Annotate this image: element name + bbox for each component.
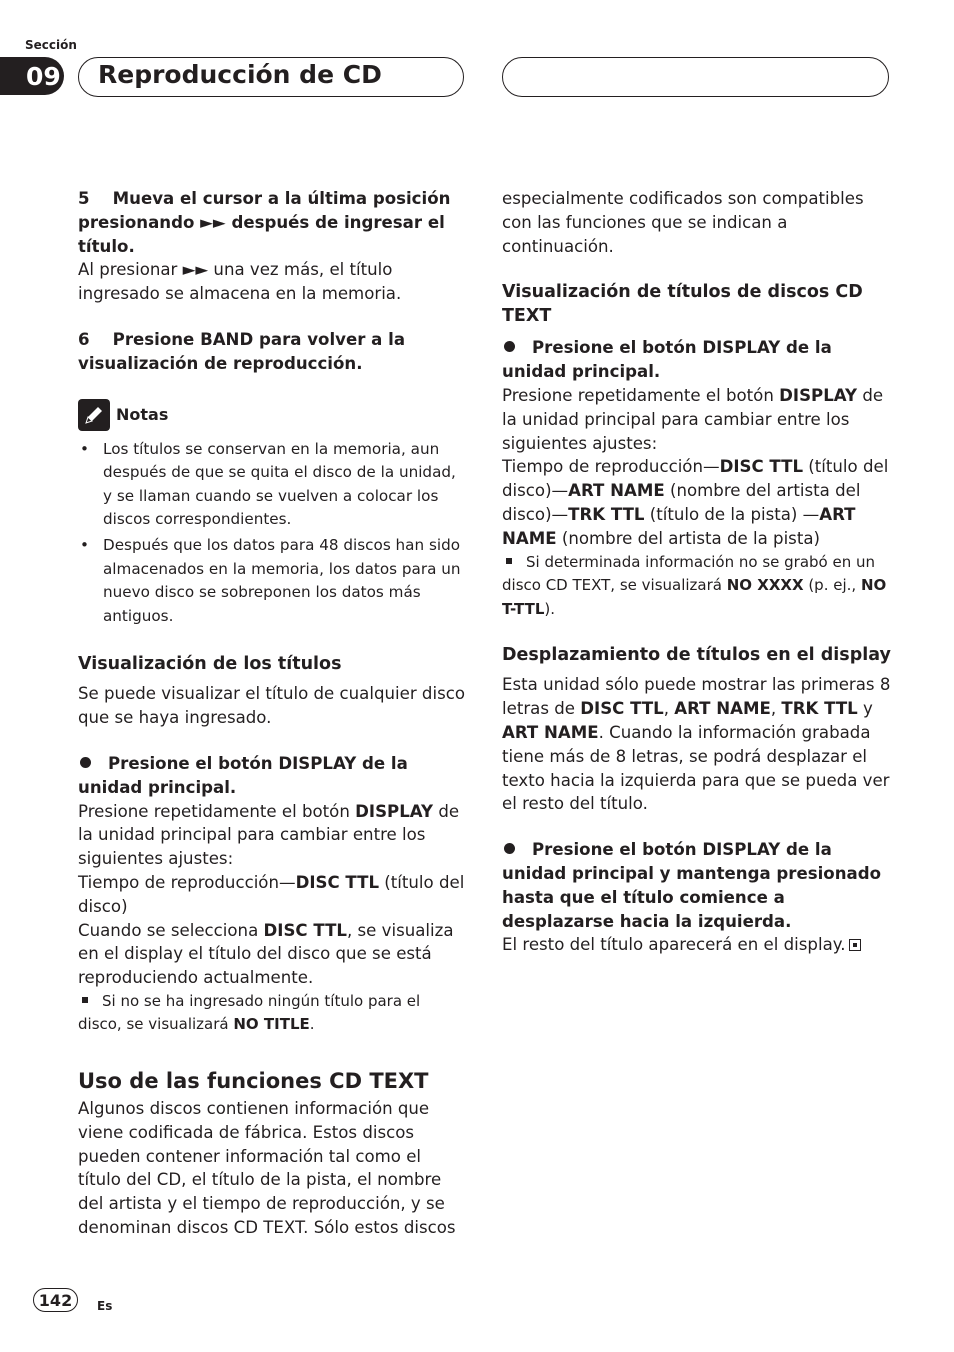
text: (nombre del artista de la pista) bbox=[556, 528, 820, 548]
text-bold: DISC TTL bbox=[580, 699, 664, 719]
text: de la unidad principal para cambiar entre los siguientes ajustes: bbox=[502, 385, 884, 453]
heading-cd-titles: Visualización de títulos de discos CD TEXT bbox=[502, 282, 863, 327]
text-bold: NO TITLE bbox=[233, 1015, 310, 1034]
bullet-square-icon bbox=[506, 558, 512, 564]
text: Tiempo de reproducción— bbox=[78, 872, 296, 892]
text: Presione repetidamente el botón bbox=[78, 801, 356, 821]
text-bold: TRK TTL bbox=[781, 699, 858, 719]
text-bold: DISC TTL bbox=[719, 457, 804, 477]
text: , bbox=[770, 699, 782, 719]
bullet-dot-icon bbox=[504, 341, 515, 352]
text: . Cuando la información grabada tiene más de 8 letras, se podrá desplazar el texto hacia la izquierda para que se pueda ver el resto del título. bbox=[502, 722, 890, 814]
header-right-frame bbox=[502, 57, 889, 97]
section-label: Sección bbox=[25, 38, 77, 52]
text: El resto del título aparecerá en el display. bbox=[502, 935, 846, 955]
text-bold: NO XXXX bbox=[726, 576, 804, 595]
step-text: Presione BAND para volver a la visualización de reproducción. bbox=[78, 329, 406, 373]
instruction-press-hold bbox=[502, 838, 892, 933]
right-column bbox=[502, 187, 892, 957]
instruction-text: Presione el botón DISPLAY de la unidad principal y mantenga presionado hasta que el título comience a desplazarse hacia la izquierda. bbox=[502, 840, 881, 931]
rest-text bbox=[502, 933, 892, 957]
repeat-text bbox=[78, 800, 468, 871]
text: . bbox=[309, 1015, 315, 1034]
titles-intro: Se puede visualizar el título de cualquier disco que se haya ingresado. bbox=[78, 684, 465, 728]
notes-list bbox=[78, 438, 468, 629]
list-item: • Los títulos se conservan en la memoria, aun después de que se quita el disco de la unidad, y se llaman cuando se vuelven a colocar los discos correspondientes. bbox=[78, 438, 468, 532]
note-no-xxxx bbox=[502, 551, 892, 622]
left-column bbox=[78, 187, 468, 1240]
instruction-text: Presione el botón DISPLAY de la unidad principal. bbox=[502, 338, 832, 382]
pencil-icon bbox=[78, 399, 110, 431]
bullet-dot-icon bbox=[504, 843, 515, 854]
bullet-square-icon bbox=[82, 997, 88, 1003]
step-number: 6 bbox=[78, 329, 90, 349]
text-bold: ART NAME bbox=[502, 504, 856, 548]
text-bold: ART NAME bbox=[568, 481, 665, 501]
note-no-title bbox=[78, 990, 468, 1037]
text: y bbox=[857, 699, 873, 719]
instruction-text: Presione el botón DISPLAY de la unidad principal. bbox=[78, 753, 408, 797]
section-number-tab: 09 bbox=[0, 57, 64, 95]
page-title: Reproducción de CD bbox=[98, 60, 382, 89]
text: Presione repetidamente el botón bbox=[502, 385, 780, 405]
text: (nombre del artista del disco)— bbox=[502, 481, 861, 524]
text: Esta unidad sólo puede mostrar las primeras 8 letras de bbox=[502, 675, 891, 719]
text: Si no se ha ingresado ningún título para el disco, se visualizará bbox=[78, 991, 421, 1034]
text-bold: DISPLAY bbox=[779, 385, 858, 405]
text-bold: DISPLAY bbox=[355, 801, 434, 821]
display-sequence bbox=[502, 455, 892, 550]
heading-cdtext: Uso de las funciones CD TEXT bbox=[78, 1069, 429, 1094]
bullet-dot-icon bbox=[80, 757, 91, 768]
text: (p. ej., bbox=[803, 576, 861, 595]
text: , bbox=[663, 699, 675, 719]
text: (título del disco)— bbox=[502, 457, 889, 501]
heading-scroll: Desplazamiento de títulos en el display bbox=[502, 645, 891, 666]
step-text: Mueva el cursor a la última posición presionando ►► después de ingresar el título. bbox=[78, 189, 451, 256]
heading-titles: Visualización de los títulos bbox=[78, 654, 342, 675]
notes-title: Notas bbox=[116, 404, 169, 424]
text-bold: ART NAME bbox=[674, 699, 771, 719]
text: de la unidad principal para cambiar entre los siguientes ajustes: bbox=[78, 801, 460, 869]
text-bold: NO T-TTL bbox=[502, 576, 887, 618]
end-mark-icon bbox=[849, 939, 861, 951]
text-bold: DISC TTL bbox=[295, 872, 380, 892]
select-text bbox=[78, 919, 468, 990]
text: ). bbox=[544, 599, 556, 618]
notes-header bbox=[78, 398, 468, 432]
text: (título del disco) bbox=[78, 872, 465, 916]
text-bold: TRK TTL bbox=[568, 504, 645, 524]
language-code: Es bbox=[97, 1299, 113, 1313]
list-item: • Después que los datos para 48 discos han sido almacenados en la memoria, los datos para un nuevo disco se sobreponen los datos más antiguos. bbox=[78, 534, 468, 628]
text: Tiempo de reproducción— bbox=[502, 457, 720, 477]
playtime-text bbox=[78, 871, 468, 919]
step-5-body: Al presionar ►► una vez más, el título ingresado se almacena en la memoria. bbox=[78, 260, 402, 304]
text: (título de la pista) — bbox=[644, 504, 820, 524]
continued-text: especialmente codificados son compatibles con las funciones que se indican a continuación. bbox=[502, 189, 864, 256]
text-bold: ART NAME bbox=[502, 722, 599, 742]
step-6 bbox=[78, 328, 468, 376]
text: , se visualiza en el display el título del disco que se está reproduciendo actualmente. bbox=[78, 920, 454, 988]
instruction-press-display bbox=[78, 752, 468, 800]
text: Cuando se selecciona bbox=[78, 920, 264, 940]
text: Si determinada información no se grabó en un disco CD TEXT, se visualizará bbox=[502, 552, 876, 595]
step-number: 5 bbox=[78, 189, 90, 208]
repeat-text bbox=[502, 384, 892, 455]
scroll-body bbox=[502, 673, 892, 816]
step-5 bbox=[78, 187, 468, 258]
instruction-press-display bbox=[502, 336, 892, 384]
text-bold: DISC TTL bbox=[263, 920, 347, 940]
page-number: 142 bbox=[33, 1288, 78, 1312]
cdtext-body: Algunos discos contienen información que viene codificada de fábrica. Estos discos pueden contener información tal como el título del CD, el título de la pista, el nombre del artista y el tiempo de reproducción, y se denominan discos CD TEXT. Sólo estos discos bbox=[78, 1099, 456, 1238]
